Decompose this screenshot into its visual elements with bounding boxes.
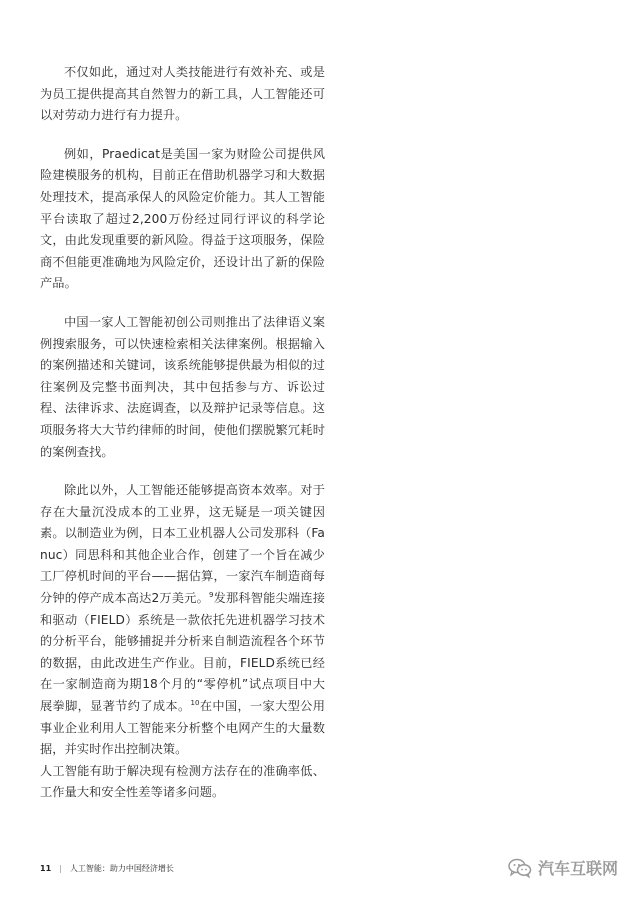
paragraph-2: 例如，Praedicat是美国一家为财险公司提供风险建模服务的机构，目前正在借助机器学习和大数据处理技术，提高承保人的风险定价能力。其人工智能平台读取了超过2,200万份经过同行评议的科学论文，由此发现重要的新风险。得益于这项服务，保险商不但能更准确地为风险定价，还设计出了新的保险产品。 [40,146,325,291]
paragraph-1: 不仅如此，通过对人类技能进行有效补充、或是为员工提供提高其自然智力的新工具，人工智能还可以对劳动力进行有力提升。 [40,65,325,123]
paragraph-4-text-b: 发那科智能尖端连接和驱动（FIELD）系统是一款依托先进机器学习技术的分析平台，能够捕捉并分析来自制造流程各个环节的数据，由此改进生产作业。目前，FIELD系统已经在一家制造商为期18个月的“零停机”试点项目中大展拳脚，显著节约了成本。 [40,591,325,714]
page-footer [40,863,174,874]
body-text [40,62,325,821]
paragraph-3: 中国一家人工智能初创公司则推出了法律语义案例搜索服务，可以快速检索相关法律案例。根据输入的案例描述和关键词，该系统能够提供最为相似的过往案例及完整书面判决，其中包括参与方、诉讼过程、法律诉求、法庭调查，以及辩护记录等信息。这项服务将大大节约律师的时间，使他们摆脱繁冗耗时的案例查找。 [40,314,325,459]
paragraph-4-text-c: 在中国，一家大型公用事业企业利用人工智能来分析整个电网产生的大量数据，并实时作出控制决策。 [40,699,325,757]
paragraph-4 [40,480,325,804]
footer-separator: | [59,864,62,873]
page-number: 11 [40,864,52,873]
paragraph-4-text-a: 除此以外，人工智能还能够提高资本效率。对于存在大量沉没成本的工业界，这无疑是一项关键因素。以制造业为例，日本工业机器人公司发那科（Fanuc）同思科和其他企业合作，创建了一个旨在减少工厂停机时间的平台——据估算，一家汽车制造商每分钟的停产成本高达2万美元。 [40,483,325,606]
running-title: 人工智能：助力中国经济增长 [69,864,174,873]
wechat-logo-icon [508,858,532,878]
footnote-ref-9[interactable]: 9 [208,591,214,599]
footnote-ref-10[interactable]: 10 [190,698,200,707]
watermark-text: 汽车互联网 [537,859,618,878]
watermark [508,856,618,879]
paragraph-4-tail: 人工智能有助于解决现有检测方法存在的准确率低、工作量大和安全性差等诸多问题。 [40,763,325,800]
